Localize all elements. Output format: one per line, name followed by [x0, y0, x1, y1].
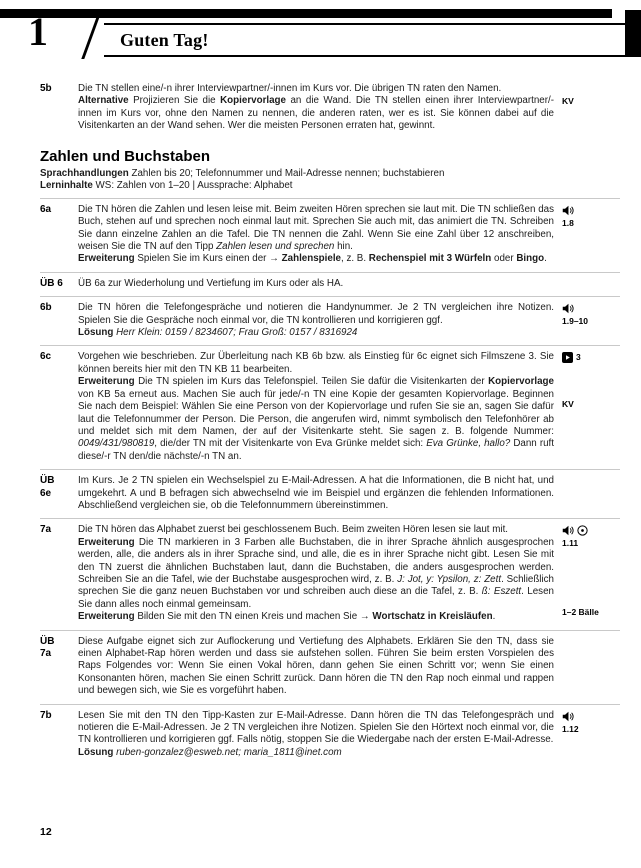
speaker-icon [562, 711, 574, 722]
task-body [78, 204, 554, 266]
chapter-title: Guten Tag! [120, 29, 209, 50]
task-id-line: 6a [40, 203, 52, 215]
task-margin [554, 302, 620, 339]
text-segment: Lösung [78, 746, 114, 758]
text-segment: Erweiterung [78, 611, 135, 623]
task-id [40, 351, 78, 463]
margin-label: 1.12 [562, 723, 579, 734]
text-segment: Lösung [78, 327, 114, 339]
text-segment: oder [491, 253, 517, 265]
paragraph [78, 611, 554, 623]
margin-entry [562, 711, 620, 722]
margin-entry [562, 525, 620, 536]
paragraph [78, 710, 554, 747]
task-row [40, 198, 620, 272]
task-body [78, 475, 554, 512]
text-segment: Diese Aufgabe eignet sich zur Auflockerung und Vertiefung des Alphabets. Erklären Sie den TN, dass sie einen Alphabet-Rap hören werden und dass sie aufstehen sollen. Führen Sie beim ersten Vorspielen des Raps Folgendes vor: Wenn Sie einen Vokal hören, dann gehen Sie einen Schritt vor; wenn Sie einen Konsonanten hören, machen Sie einen Schritt zurück. Dann hören die TN den Rap noch einmal und rappen und bewegen sich, wie Sie es vorgeführt haben. [78, 635, 554, 697]
text-segment: Bingo [516, 253, 545, 265]
text-segment: Die TN spielen im Kurs das Telefonspiel. Teilen Sie dafür die Visitenkarten der [134, 376, 489, 388]
margin-entry [562, 607, 620, 618]
margin-label: 1–2 Bälle [562, 607, 599, 618]
task-body [78, 83, 554, 133]
task-id-line: 6b [40, 302, 52, 314]
paragraph [78, 376, 554, 463]
text-segment: Bilden Sie mit den TN einen Kreis und machen Sie [134, 611, 360, 623]
text-segment: an die Wand. Die TN stellen einen ihrer Interviewpartner/-innen im Kurs vor, ohne den Namen zu nennen, die anderen raten, wer es ist. Sie können dabei auf die Visitenkarten an der Wand sehen. Wer die meisten Personen erraten hat, gewinnt. [78, 95, 554, 132]
task-row [40, 78, 620, 139]
task-id-line: 7b [40, 709, 52, 721]
task-margin [554, 278, 620, 290]
task-row [40, 630, 620, 704]
task-row [40, 296, 620, 345]
task-id [40, 636, 78, 698]
text-segment: Vorgehen wie beschrieben. Zur Überleitung nach KB 6b bzw. als Einstieg für 6c eignet sich Filmszene 3. Sie können bereits hier mit den TN KB 11 bearbeiten. [78, 351, 554, 375]
task-id-line: ÜB [40, 635, 55, 647]
task-body [78, 278, 554, 290]
text-segment: 0049/431/980819 [78, 438, 155, 450]
paragraph [78, 95, 554, 132]
paragraph [78, 327, 554, 339]
text-segment: Im Kurs. Je 2 TN spielen ein Wechselspiel zu E-Mail-Adressen. A hat die Informationen, die B nicht hat, und umgekehrt. A und B befragen sich abwechselnd wie im Beispiel und ergänzen die fehlenden Informationen. Abschließend vergleichen sie, ob die Telefonnummern übereinstimmen. [78, 475, 554, 511]
task-id [40, 278, 78, 290]
paragraph [78, 278, 554, 290]
text-segment: Herr Klein: 0159 / 8234607; Frau Groß: 0157 / 8316924 [116, 327, 358, 339]
text-segment: Lesen Sie mit den TN den Tipp-Kasten zur E-Mail-Adresse. Dann hören die TN das Telefongespräch und notieren die E-Mail-Adressen. Je 2 TN vergleichen ihre Notizen. Spielen Sie den Hörtext noch einmal vor, die TN kontrollieren und korrigieren ggf. Falls nötig, stoppen Sie die Wiedergabe nach der ersten E-Mail-Adresse. [78, 709, 554, 746]
task-body [78, 302, 554, 339]
margin-label: 1.8 [562, 217, 574, 228]
task-row [40, 518, 620, 629]
margin-label: KV [562, 399, 574, 410]
margin-entry [562, 538, 620, 549]
text-segment: Die TN hören das Alphabet zuerst bei geschlossenem Buch. Beim zweiten Hören lesen sie laut mit. [78, 524, 509, 536]
paragraph [78, 83, 554, 95]
text-segment: Kopiervorlage [488, 376, 554, 388]
video-icon [562, 352, 573, 363]
task-id [40, 302, 78, 339]
text-segment: . [544, 253, 547, 265]
margin-label: 1.9–10 [562, 316, 588, 327]
paragraph [78, 475, 554, 512]
text-segment: → Zahlenspiele [269, 253, 342, 265]
paragraph [78, 537, 554, 611]
page-number: 12 [40, 826, 52, 838]
speaker-icon [562, 303, 574, 314]
text-segment: Kopiervorlage [220, 95, 286, 107]
text-segment: Sprachhandlungen [40, 167, 129, 179]
margin-entry [562, 352, 620, 363]
margin-entry [562, 218, 620, 229]
paragraph [78, 524, 554, 536]
task-margin [554, 524, 620, 623]
text-segment: Dann ruft diese/-r TN den/die nächste/-n TN an. [78, 438, 554, 462]
task-id-line: 6c [40, 351, 52, 363]
paragraph [78, 351, 554, 376]
paragraph [78, 204, 554, 254]
text-segment: J: Jot, y: Ypsilon, z: Zett [397, 573, 502, 585]
text-segment: ruben-gonzalez@esweb.net; maria_1811@inet.com [116, 746, 342, 758]
chapter-number: 1 [28, 9, 48, 54]
task-id-line: ÜB [40, 475, 55, 487]
text-segment: , die/der TN mit der Visitenkarte von Eva Grünke meldet sich: [154, 438, 427, 450]
paragraph [78, 302, 554, 327]
text-segment: von KB 5a erneut aus. Machen Sie auch für jede/-n TN eine Kopie der gesamten Kopiervorlage. Beginnen Sie nach dem Beispiel: Wählen Sie eine Person von der Kopiervorlage und rufen Sie sie an, sagen Sie dafür laut die Telefonnummer der Person. Die Person, die angerufen wird, nimmt symbolisch den Telefonhörer ab und meldet sich mit dem Namen, der auf der Visitenkarte steht. Sie sagen z. B. folgende Nummer: [78, 388, 554, 437]
paragraph [78, 747, 554, 759]
text-segment: Spielen Sie im Kurs einen der [134, 253, 270, 265]
paragraph [78, 253, 554, 265]
task-id-line: 5b [40, 83, 52, 94]
task-margin [554, 475, 620, 512]
task-row [40, 345, 620, 469]
margin-label: 3 [576, 352, 581, 363]
text-segment: Alternative [78, 95, 129, 107]
header-slash-divider [81, 11, 101, 59]
margin-label: 1.11 [562, 538, 579, 549]
text-segment: Erweiterung [78, 376, 135, 388]
margin-label: KV [562, 96, 574, 106]
text-segment: WS: Zahlen von 1–20 | Aussprache: Alphabet [92, 180, 293, 192]
task-margin [554, 351, 620, 463]
text-segment: . Lesen Sie dann alles noch einmal gemeinsam. [78, 586, 554, 610]
text-segment: . Schließlich sprechen Sie die ganz neuen Buchstaben vor und schreiben auch diese an die Tafel, z. B. [78, 573, 555, 598]
text-segment: Die TN hören die Zahlen und lesen leise mit. Beim zweiten Hören sprechen sie laut mit. Die TN schließen das Buch, stehen auf und sprechen noch einmal laut mit. Sprechen Sie auch mit, das animiert die TN. Schreiben Sie dann einzelne Zahlen an die Tafel. Die TN nennen die Zahl. Wenn Sie eine Zahl über 12 anschreiben, weisen Sie die TN auf den Tipp [78, 203, 554, 253]
section-intro [40, 139, 620, 198]
text-segment: ÜB 6a zur Wiederholung und Vertiefung im Kurs oder als HA. [78, 277, 344, 289]
text-segment: , z. B. [341, 253, 369, 265]
margin-entry [562, 96, 620, 107]
task-id [40, 204, 78, 266]
text-segment: Erweiterung [78, 253, 135, 265]
task-body [78, 710, 554, 760]
task-margin [554, 204, 620, 266]
header-bar [0, 9, 612, 18]
task-body [78, 636, 554, 698]
task-row [40, 272, 620, 296]
speaker-icon [562, 205, 574, 216]
text-segment: hin. [334, 241, 353, 253]
text-segment: Die TN markieren in 3 Farben alle Buchstaben, die in ihrer Sprache ähnlich ausgesprochen werden, alle, die anders als in ihrer Sprache sind, und alle, die es in ihrer Sprache nicht gibt. Lesen Sie mit den TN zuerst die ähnlichen Buchstaben laut, dann die Buchstaben, die anders ausgesprochen werden. Schreiben Sie an die Tafel, wie der Buchstabe ausgesprochen wird, z. B. [78, 536, 554, 585]
paragraph [40, 168, 620, 181]
margin-entry [562, 316, 620, 327]
task-body [78, 351, 554, 463]
task-id-line: 7a [40, 524, 52, 536]
margin-entry [562, 205, 620, 216]
task-id [40, 524, 78, 623]
task-id-line: ÜB 6 [40, 277, 63, 289]
text-segment: Lerninhalte [40, 180, 93, 192]
text-segment: . [492, 611, 496, 623]
task-id [40, 710, 78, 760]
margin-entry [562, 724, 620, 735]
paragraph [78, 636, 554, 698]
task-id [40, 83, 78, 133]
text-segment: Erweiterung [78, 536, 135, 548]
text-segment: ß: Eszett [481, 586, 522, 598]
margin-entry [562, 399, 620, 410]
margin-entry [562, 303, 620, 314]
task-id-line: 7a [40, 648, 52, 659]
speaker-icon [562, 525, 574, 536]
text-segment: → Wortschatz in Kreisläufen [359, 611, 493, 623]
text-segment: Eva Grünke, hallo? [426, 438, 511, 450]
text-segment: Projizieren Sie die [128, 95, 221, 107]
title-band [104, 23, 641, 57]
task-margin [554, 636, 620, 698]
task-body [78, 524, 554, 623]
text-segment: Zahlen lesen und sprechen [216, 241, 335, 253]
task-margin [554, 710, 620, 760]
task-row [40, 704, 620, 766]
text-segment: Rechenspiel mit 3 Würfeln [368, 253, 492, 265]
cd-icon [577, 525, 588, 536]
task-id-line: 6e [40, 487, 52, 499]
text-segment: Die TN hören die Telefongespräche und notieren die Handynummer. Je 2 TN vergleichen ihre Notizen. Spielen Sie die Gespräche noch einmal vor, die TN kontrollieren und korrigieren ggf. [78, 302, 554, 326]
content-rows [40, 78, 620, 765]
section-title: Zahlen und Buchstaben [40, 147, 211, 165]
paragraph [40, 180, 620, 193]
text-segment: Zahlen bis 20; Telefonnummer und Mail-Adresse nennen; buchstabieren [128, 167, 445, 179]
task-row [40, 469, 620, 518]
task-id [40, 475, 78, 512]
text-segment: Die TN stellen eine/-n ihrer Interviewpartner/-innen im Kurs vor. Die übrigen TN raten den Namen. [78, 83, 502, 94]
task-margin [554, 83, 620, 133]
